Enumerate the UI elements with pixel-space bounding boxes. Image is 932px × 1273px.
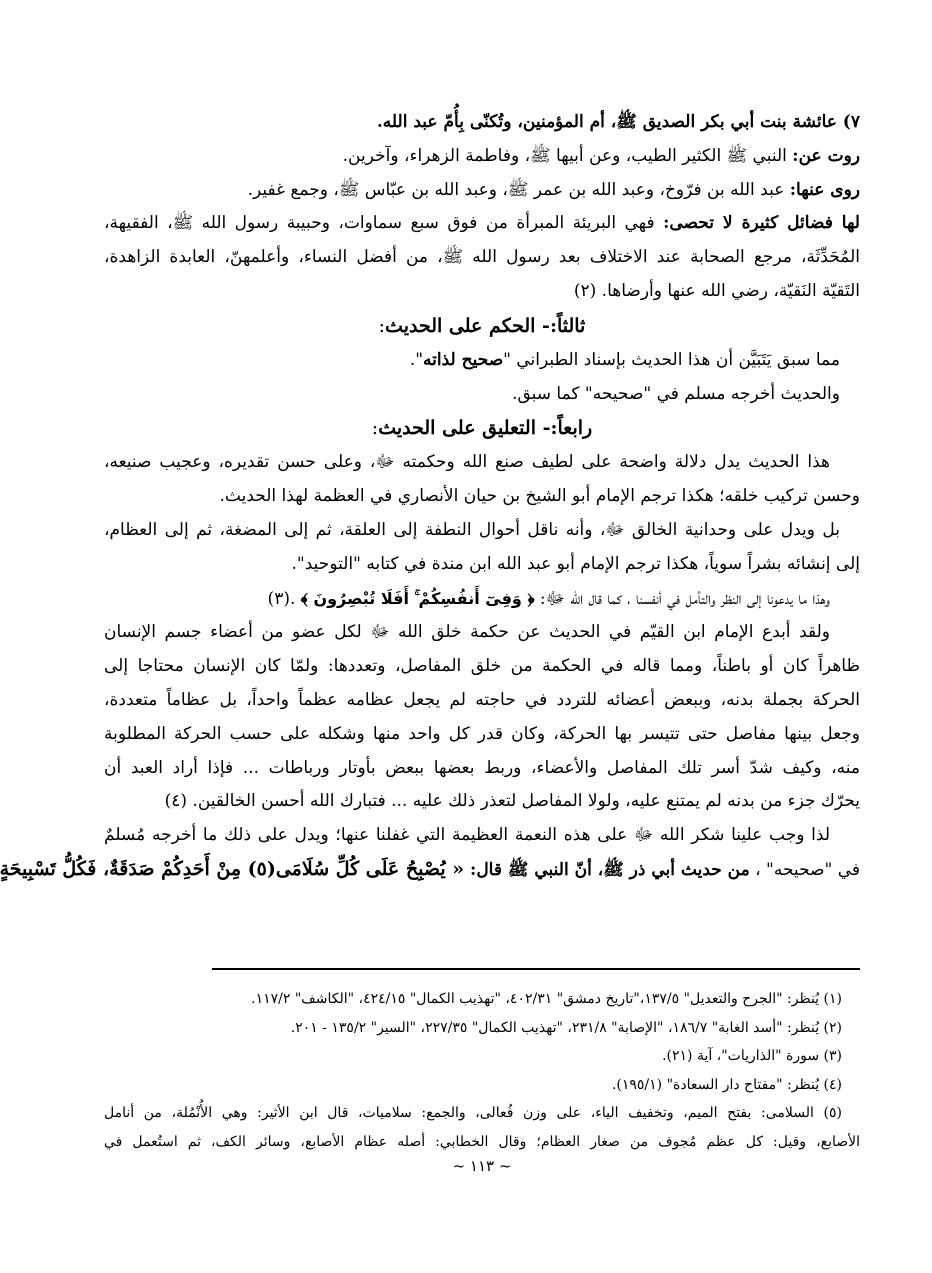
footnote-separator (212, 968, 860, 970)
virtues-text-3: التَقيّة النَقيّة، رضي الله عنها وأرضاها. (٢) (573, 280, 860, 301)
ibn-qayyim-text-5: منه، وكيف شدّ أسر تلك المفاصل والأعضاء، وربط بعضها ببعض بأوتار ورباطات ... فإذا أراد العبد أن (104, 757, 860, 778)
muslim-source-paragraph (104, 378, 860, 412)
page-number (32, 1154, 932, 1178)
quran-verse-paragraph (104, 582, 860, 617)
footnote-5-line-2 (104, 1128, 860, 1157)
hadith-text: « يُصْبِحُ عَلَى كُلِّ سُلَامَى(٥) مِنْ أَحَدِكُمْ صَدَقَةٌ، فَكُلُّ تَسْبِيحَةٍ (0, 857, 465, 880)
section-heading-commentary-colon: : (371, 417, 379, 440)
ruling-paragraph (104, 344, 860, 378)
page-number-text: ~ ١١٣ ~ (452, 1157, 512, 1175)
commentary-p1-text-1: هذا الحديث يدل دلالة واضحة على لطيف صنع الله وحكمته ﷻ، وعلى حسن تقديره، وعجيب صنيعه، (104, 452, 830, 473)
ibn-qayyim-line-4 (104, 718, 860, 752)
virtues-label: لها فضائل كثيرة لا تحصى: (663, 213, 860, 234)
narrators-paragraph (104, 174, 860, 208)
gratitude-line-1 (104, 819, 860, 853)
ibn-qayyim-line-6 (104, 785, 860, 819)
commentary-p1-line-2 (104, 480, 860, 514)
ibn-qayyim-line-2 (104, 650, 860, 684)
virtues-line-1 (104, 207, 860, 241)
gratitude-line-2 (0, 853, 860, 888)
ibn-qayyim-text-3: الحركة بجملة بدنه، وببعض أعضائه للتردد في حاجته لم يجعل عظامه عظماً واحداً، بل عظاماً متعددة، (104, 689, 860, 710)
section-heading-commentary-label: رابعاً:- التعليق على الحديث (378, 417, 593, 440)
footnote-4 (104, 1071, 860, 1100)
section-heading-ruling (104, 309, 860, 344)
narrators-label: روى عنها: (789, 179, 860, 200)
quran-verse: ﴿ وَفِىٓ أَنفُسِكُمْ ۚ أَفَلَا تُبْصِرُونَ ﴾ (300, 588, 535, 608)
narrated-from-text: النبي ﷺ الكثير الطيب، وعن أبيها ﷺ، وفاطمة الزهراء، وآخرين. (342, 145, 793, 166)
gratitude-text-2: في "صحيحه" ، (749, 859, 860, 880)
footnote-2 (104, 1014, 860, 1043)
quran-intro-text: وهذا ما يدعونا إلى النظر والتأمل في أنفسنا ، كما قال الله ﷻ: (534, 588, 830, 609)
footnote-5-text-1: (٥) السلامى: بفتح الميم، وتخفيف الياء، على وزن فُعالى، والجمع: سلاميات، قال ابن الأثير: وهي الأُنْمُلة، من أنامل (104, 1105, 842, 1121)
ibn-qayyim-text-2: ظاهراً كان أو باطناً، ومما قاله في الحكمة من خلق المفاصل، وتعددها: ولمّا كان الإنسان محتاجا إلى (104, 656, 860, 677)
narrated-from-paragraph (104, 140, 860, 174)
narrators-text: عبد الله بن فرّوخ، وعبد الله بن عمر ﷺ، وعبد الله بن عبّاس ﷺ، وجمع غفير. (247, 179, 790, 200)
section-heading-ruling-colon: : (378, 314, 386, 337)
ibn-qayyim-text-1: ولقد أبدع الإمام ابن القيّم في الحديث عن حكمة خلق الله ﷻ لكل عضو من أعضاء جسم الإنسان (104, 622, 830, 643)
ibn-qayyim-line-5 (104, 752, 860, 786)
footnote-1 (104, 985, 860, 1014)
virtues-line-2 (104, 241, 860, 275)
virtues-text-1: فهي البريئة المبرأة من فوق سبع سماوات، وحبيبة رسول الله ﷺ، الفقيهة، (104, 213, 664, 234)
gratitude-text-1: لذا وجب علينا شكر الله ﷻ على هذه النعمة العظيمة التي غفلنا عنها؛ ويدل على ذلك ما أخرجه مُسلمٌ (104, 825, 830, 846)
footnote-1-text: (١) يُنظر: "الجرح والتعديل" ١٣٧/٥،"تاريخ دمشق" ٤٠٢/٣١، "تهذيب الكمال" ٤٢٤/١٥، "الكاشف" ١١٧/٢. (251, 991, 842, 1007)
footnote-3-text: (٣) سورة "الذاريات"، آية (٢١). (662, 1048, 842, 1064)
virtues-text-2: المُحَدِّثَة، مرجع الصحابة عند الاختلاف بعد رسول الله ﷺ، من أفضل النساء، وأعلمهنّ، العابدة الزاهدة، (104, 247, 860, 268)
commentary-p2-text-1: بل ويدل على وحدانية الخالق ﷻ، وأنه ناقل أحوال النطفة إلى العلقة، ثم إلى المضغة، ثم إلى العظام، (104, 519, 840, 540)
quran-footnote-ref: .(٣) (267, 588, 301, 609)
footnote-2-text: (٢) يُنظر: "أسد الغابة" ١٨٦/٧، "الإصابة" ٢٣١/٨، "تهذيب الكمال" ٢٢٧/٣٥، "السير" ١٣٥/٢ - ٢٠١. (290, 1019, 842, 1036)
commentary-p2-text-2: إلى إنشائه بشراً سوياً، هكذا ترجم الإمام أبو عبد الله ابن مندة في كتابه "التوحيد". (291, 553, 860, 574)
footnote-5-line-1 (104, 1099, 860, 1128)
ibn-qayyim-text-4: وجعل بينها مفاصل حتى تتيسر بها الحركة، وكان قدر كل واحد منها وشكله على حسب الحركة المطلوبة (104, 723, 860, 744)
main-text (0, 106, 860, 888)
ibn-qayyim-text-6: يحرّك جزء من بدنه لم يمتنع عليه، ولولا المفاصل لتعذر ذلك عليه ... فتبارك الله أحسن الخالقين. (٤) (164, 791, 860, 812)
footnote-4-text: (٤) يُنظر: "مفتاح دار السعادة" (١٩٥/١). (611, 1076, 842, 1093)
ruling-text-end: ". (409, 349, 424, 370)
ruling-grade: صحيح لذاته (423, 349, 504, 370)
footnote-5-text-2: الأصابع، وقيل: كل عظم مُجوف من صغار العظام؛ وقال الخطابي: أصله عظام الأصابع، وسائر الكف، ثم استُعمل في (104, 1133, 860, 1150)
narrated-from-label: روت عن: (792, 145, 860, 166)
biography-title-text: ٧) عائشة بنت أبي بكر الصديق ﷺ، أم المؤمنين، وتُكنّى بِأُمّ عبد الله. (376, 112, 860, 132)
hadith-chain: من حديث أبي ذر ﷺ، أنّ النبي ﷺ قال: (464, 859, 750, 880)
commentary-p1-text-2: وحسن تركيب خلقه؛ هكذا ترجم الإمام أبو الشيخ بن حيان الأنصاري في العظمة لهذا الحديث. (219, 486, 860, 507)
ruling-text: مما سبق يَتَبَيَّن أن هذا الحديث بإسناد الطبراني " (503, 349, 840, 370)
biography-title (104, 106, 860, 140)
footnotes (104, 985, 860, 1156)
commentary-p2-line-2 (104, 548, 860, 582)
section-heading-ruling-label: ثالثاً:- الحكم على الحديث (385, 314, 586, 337)
ibn-qayyim-line-1 (104, 616, 860, 650)
ibn-qayyim-line-3 (104, 684, 860, 718)
footnote-3 (104, 1042, 860, 1071)
muslim-source-text: والحديث أخرجه مسلم في "صحيحه" كما سبق. (512, 383, 840, 404)
commentary-p1-line-1 (104, 446, 860, 480)
commentary-p2-line-1 (104, 514, 860, 548)
section-heading-commentary (104, 411, 860, 446)
virtues-line-3 (104, 275, 860, 309)
